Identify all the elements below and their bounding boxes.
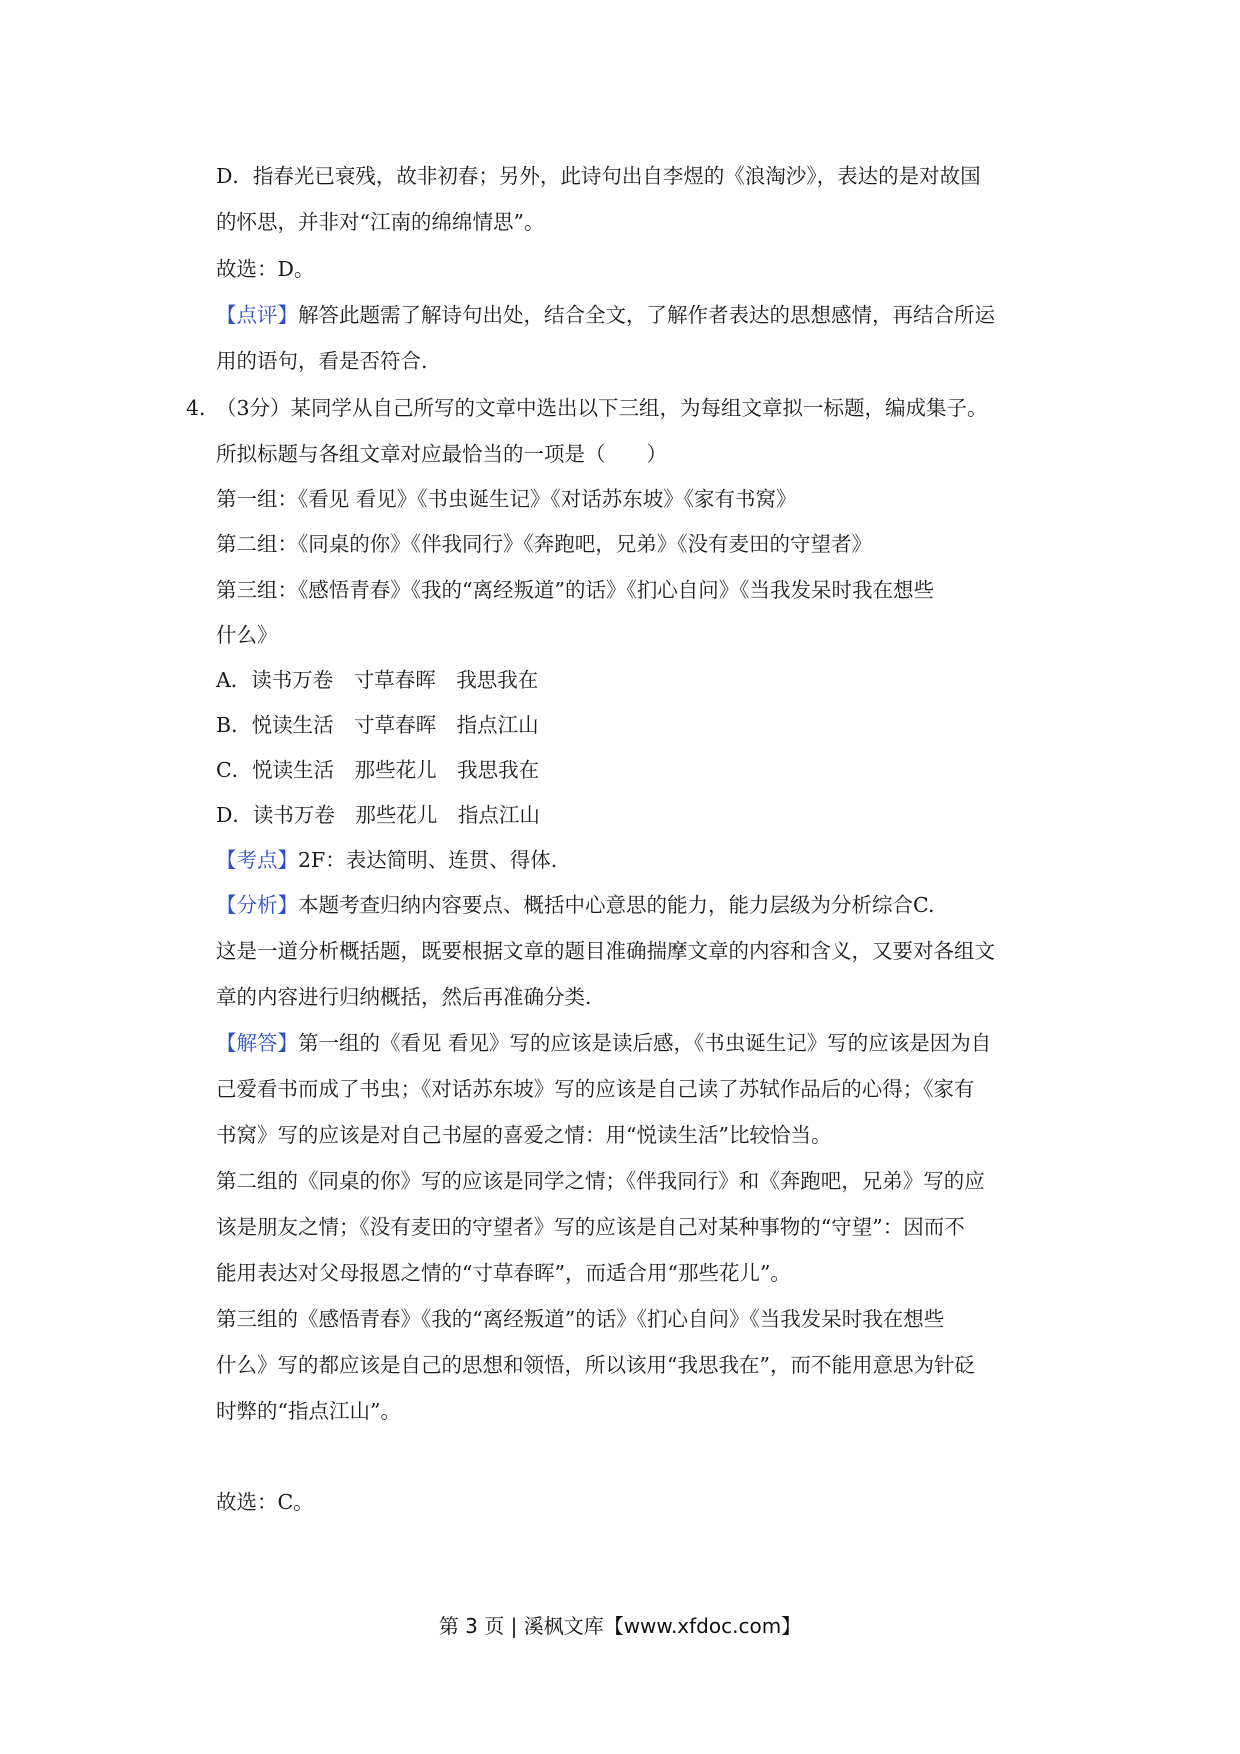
page-footer: 第 3 页 | 溪枫文库【www.xfdoc.com】 (438, 1614, 802, 1638)
jieda-text: 第一组的《看见 看见》写的应该是读后感，《书虫诞生记》写的应该是因为自 (298, 1031, 992, 1055)
group-3-line-1: 第三组：《感悟青春》《我的“离经叛道”的话》《扪心自问》《当我发呆时我在想些 (216, 578, 934, 602)
jieda-line-9: 时弊的“指点江山”。 (216, 1399, 401, 1423)
group-1: 第一组：《看见 看见》《书虫诞生记》《对话苏东坡》《家有书窝》 (216, 487, 797, 511)
jieda-tag: 【解答】 (216, 1031, 298, 1055)
prev-choice: 故选：D。 (216, 257, 315, 281)
prev-option-d-line-1: D．指春光已衰残，故非初春；另外，此诗句出自李煜的《浪淘沙》，表达的是对故国 (216, 164, 981, 188)
final-choice: 故选：C。 (216, 1490, 314, 1514)
jieda-line-3: 书窝》写的应该是对自己书屋的喜爱之情：用“悦读生活”比较恰当。 (216, 1123, 832, 1147)
jieda-line-4: 第二组的《同桌的你》写的应该是同学之情；《伴我同行》和《奔跑吧，兄弟》写的应 (216, 1169, 985, 1193)
fenxi-line-2: 这是一道分析概括题，既要根据文章的题目准确揣摩文章的内容和含义，又要对各组文 (216, 939, 995, 963)
option-a: A．读书万卷 寸草春晖 我思我在 (216, 668, 539, 692)
option-c: C．悦读生活 那些花儿 我思我在 (216, 758, 540, 782)
comment-text: 解答此题需了解诗句出处，结合全文，了解作者表达的思想感情，再结合所运 (298, 303, 995, 327)
question-number: 4． (186, 396, 220, 420)
jieda-line-1 (216, 1029, 991, 1057)
question-stem-line-2: 所拟标题与各组文章对应最恰当的一项是（ ） (216, 442, 667, 466)
group-3-line-2: 什么》 (216, 623, 278, 647)
jieda-line-7: 第三组的《感悟青春》《我的“离经叛道”的话》《扪心自问》《当我发呆时我在想些 (216, 1307, 945, 1331)
fenxi-tag: 【分析】 (216, 893, 298, 917)
prev-option-d-line-2: 的怀思，并非对“江南的绵绵情思”。 (216, 210, 545, 234)
kaodian-line (216, 846, 557, 874)
fenxi-text: 本题考查归纳内容要点、概括中心意思的能力，能力层级为分析综合C. (298, 893, 935, 917)
option-d: D．读书万卷 那些花儿 指点江山 (216, 803, 540, 827)
prev-comment-line-1 (216, 301, 995, 329)
jieda-line-8: 什么》写的都应该是自己的思想和领悟，所以该用“我思我在”，而不能用意思为针砭 (216, 1353, 975, 1377)
option-b: B．悦读生活 寸草春晖 指点江山 (216, 713, 539, 737)
question-stem-line-1: （3分）某同学从自己所写的文章中选出以下三组，为每组文章拟一标题，编成集子。 (216, 396, 988, 420)
jieda-line-5: 该是朋友之情；《没有麦田的守望者》写的应该是自己对某种事物的“守望”：因而不 (216, 1215, 965, 1239)
prev-comment-line-2: 用的语句，看是否符合. (216, 349, 428, 373)
kaodian-text: 2F：表达简明、连贯、得体. (298, 848, 558, 872)
fenxi-line-3: 章的内容进行归纳概括，然后再准确分类. (216, 985, 592, 1009)
kaodian-tag: 【考点】 (216, 848, 298, 872)
jieda-line-6: 能用表达对父母报恩之情的“寸草春晖”，而适合用“那些花儿”。 (216, 1261, 791, 1285)
jieda-line-2: 己爱看书而成了书虫；《对话苏东坡》写的应该是自己读了苏轼作品后的心得；《家有 (216, 1077, 975, 1101)
comment-tag: 【点评】 (216, 303, 298, 327)
group-2: 第二组：《同桌的你》《伴我同行》《奔跑吧，兄弟》《没有麦田的守望者》 (216, 532, 872, 556)
fenxi-line-1 (216, 891, 934, 919)
